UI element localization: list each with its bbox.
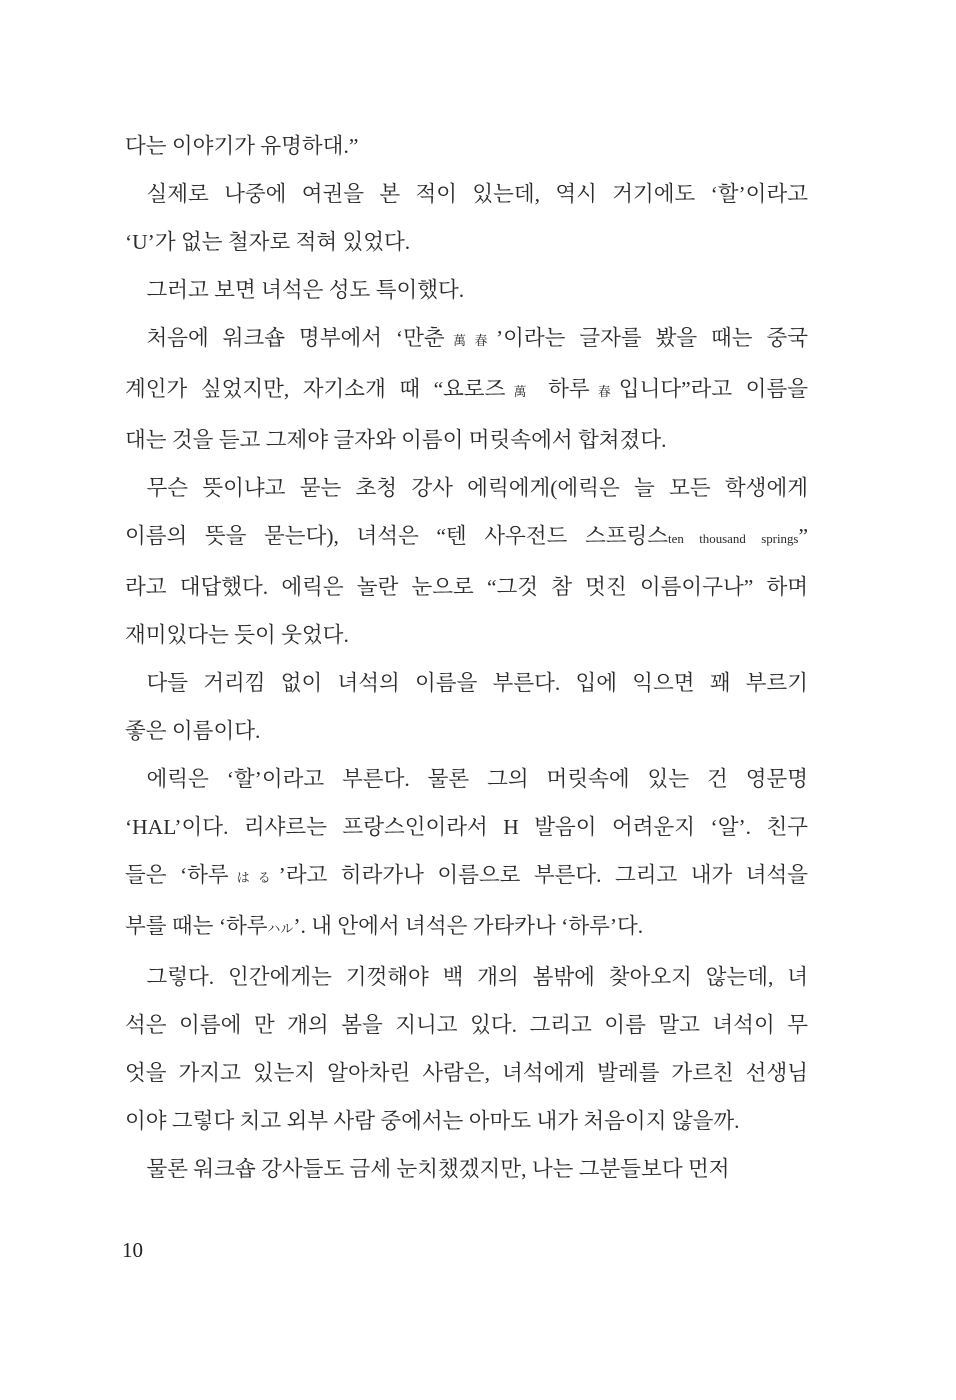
text-line xyxy=(125,218,808,266)
text-segment: 대는 것을 듣고 그제야 글자와 이름이 머릿속에서 합쳐졌다. xyxy=(125,428,667,452)
text-segment: ‘HAL’이다. 리샤르는 프랑스인이라서 H 발음이 어려운지 ‘알’. 친구 xyxy=(125,815,808,839)
text-segment: 입니다”라고 이름을 xyxy=(618,377,808,401)
text-line xyxy=(125,365,808,416)
text-line xyxy=(125,464,808,512)
text-segment: 에릭은 ‘할’이라고 부른다. 물론 그의 머릿속에 있는 건 영문명 xyxy=(146,767,808,791)
text-segment: ’라고 히라가나 이름으로 부른다. 그리고 내가 녀석을 xyxy=(278,863,809,887)
text-segment: 실제로 나중에 여권을 본 적이 있는데, 역시 거기에도 ‘할’이라고 xyxy=(146,182,808,206)
text-segment: 좋은 이름이다. xyxy=(125,719,261,743)
text-line xyxy=(125,803,808,851)
inline-small-annotation: 春 xyxy=(589,385,619,399)
text-segment: 다는 이야기가 유명하대.” xyxy=(125,134,359,158)
inline-small-annotation: 萬 xyxy=(505,385,535,399)
text-segment: 부를 때는 ‘하루 xyxy=(125,914,268,938)
text-line xyxy=(125,512,808,563)
text-segment: 처음에 워크숍 명부에서 ‘만춘 xyxy=(146,326,445,350)
text-segment: 재미있다는 듯이 웃었다. xyxy=(125,623,349,647)
text-segment: 하루 xyxy=(534,377,590,401)
inline-small-annotation: ハル xyxy=(267,922,294,936)
text-segment: 물론 워크숍 강사들도 금세 눈치챘겠지만, 나는 그분들보다 먼저 xyxy=(146,1157,730,1181)
inline-small-annotation: ten thousand springs xyxy=(668,532,799,546)
text-segment: 계인가 싶었지만, 자기소개 때 “요로즈 xyxy=(125,377,506,401)
text-line xyxy=(125,266,808,314)
text-segment: 엇을 가지고 있는지 알아차린 사람은, 녀석에게 발레를 가르친 선생님 xyxy=(125,1061,808,1085)
text-line xyxy=(125,1097,808,1145)
inline-small-annotation: はる xyxy=(228,871,279,885)
text-line xyxy=(125,1001,808,1049)
text-segment: 그렇다. 인간에게는 기껏해야 백 개의 봄밖에 찾아오지 않는데, 녀 xyxy=(146,965,808,989)
page-number: 10 xyxy=(122,1238,143,1262)
text-line xyxy=(125,1145,808,1193)
text-line xyxy=(125,659,808,707)
text-line xyxy=(125,170,808,218)
text-segment: 석은 이름에 만 개의 봄을 지니고 있다. 그리고 이름 말고 녀석이 무 xyxy=(125,1013,808,1037)
text-segment: ” xyxy=(798,524,808,548)
text-segment: 다들 거리낌 없이 녀석의 이름을 부른다. 입에 익으면 꽤 부르기 xyxy=(146,671,808,695)
text-line xyxy=(125,122,808,170)
text-line xyxy=(125,611,808,659)
text-segment: 이야 그렇다 치고 외부 사람 중에서는 아마도 내가 처음이지 않을까. xyxy=(125,1109,740,1133)
text-segment: 라고 대답했다. 에릭은 놀란 눈으로 “그것 참 멋진 이름이구나” 하며 xyxy=(125,575,808,599)
text-line xyxy=(125,1049,808,1097)
text-line xyxy=(125,563,808,611)
text-line xyxy=(125,707,808,755)
text-line xyxy=(125,755,808,803)
text-segment: ’이라는 글자를 봤을 때는 중국 xyxy=(495,326,808,350)
text-line xyxy=(125,851,808,902)
text-segment: ‘U’가 없는 철자로 적혀 있었다. xyxy=(125,230,411,254)
text-block xyxy=(125,122,808,1193)
text-segment: 무슨 뜻이냐고 묻는 초청 강사 에릭에게(에릭은 늘 모든 학생에게 xyxy=(146,476,808,500)
text-segment: 그러고 보면 녀석은 성도 특이했다. xyxy=(146,278,465,302)
text-line xyxy=(125,314,808,365)
text-line xyxy=(125,416,808,464)
text-line xyxy=(125,953,808,1001)
text-segment: 들은 ‘하루 xyxy=(125,863,229,887)
text-line xyxy=(125,902,808,953)
text-segment: 이름의 뜻을 묻는다), 녀석은 “텐 사우전드 스프링스 xyxy=(125,524,669,548)
text-segment: ’. 내 안에서 녀석은 가타카나 ‘하루’다. xyxy=(293,914,644,938)
inline-small-annotation: 萬春 xyxy=(444,334,496,348)
